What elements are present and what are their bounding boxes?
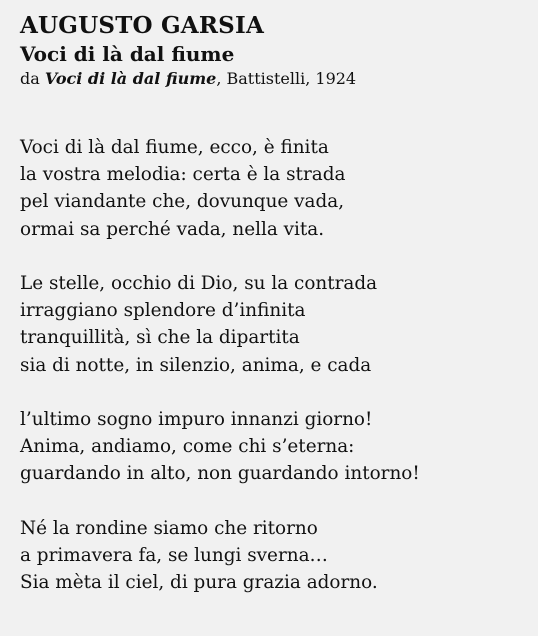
poem-line: ormai sa perché vada, nella vita. [20, 218, 325, 240]
poem-line: sia di notte, in silenzio, anima, e cada [20, 354, 372, 376]
poem-line: Anima, andiamo, come chi s’eterna: [20, 436, 355, 458]
source-prefix: da [20, 69, 45, 88]
poem-line: tranquillità, sì che la dipartita [20, 327, 300, 349]
source-citation [20, 68, 530, 90]
poem-title: Voci di là dal fiume [20, 42, 235, 66]
poem-line: a primavera fa, se lungi sverna… [20, 545, 328, 566]
stanza-3 [20, 406, 530, 488]
stanza-2 [20, 270, 530, 379]
poem-line: la vostra melodia: certa è la strada [20, 164, 346, 186]
poem-line: Né la rondine siamo che ritorno [20, 517, 318, 539]
poem-line: l’ultimo sogno impuro innanzi giorno! [20, 409, 373, 430]
poem-line: guardando in alto, non guardando intorno! [20, 463, 420, 485]
poem-line: irraggiano splendore d’infinita [20, 300, 306, 322]
author-name: AUGUSTO GARSIA [20, 12, 264, 39]
poem-line: pel viandante che, dovunque vada, [20, 191, 345, 213]
source-publisher-year: , Battistelli, 1924 [216, 69, 357, 88]
poem-body [20, 134, 530, 596]
poem-line: Sia mèta il ciel, di pura grazia adorno. [20, 572, 378, 594]
stanza-1 [20, 134, 530, 243]
source-book-title: Voci di là dal fiume [44, 69, 217, 88]
poem-line: Voci di là dal fiume, ecco, è finita [20, 137, 329, 158]
stanza-4 [20, 515, 530, 597]
poem-page [20, 12, 530, 596]
poem-line: Le stelle, occhio di Dio, su la contrada [20, 273, 378, 294]
